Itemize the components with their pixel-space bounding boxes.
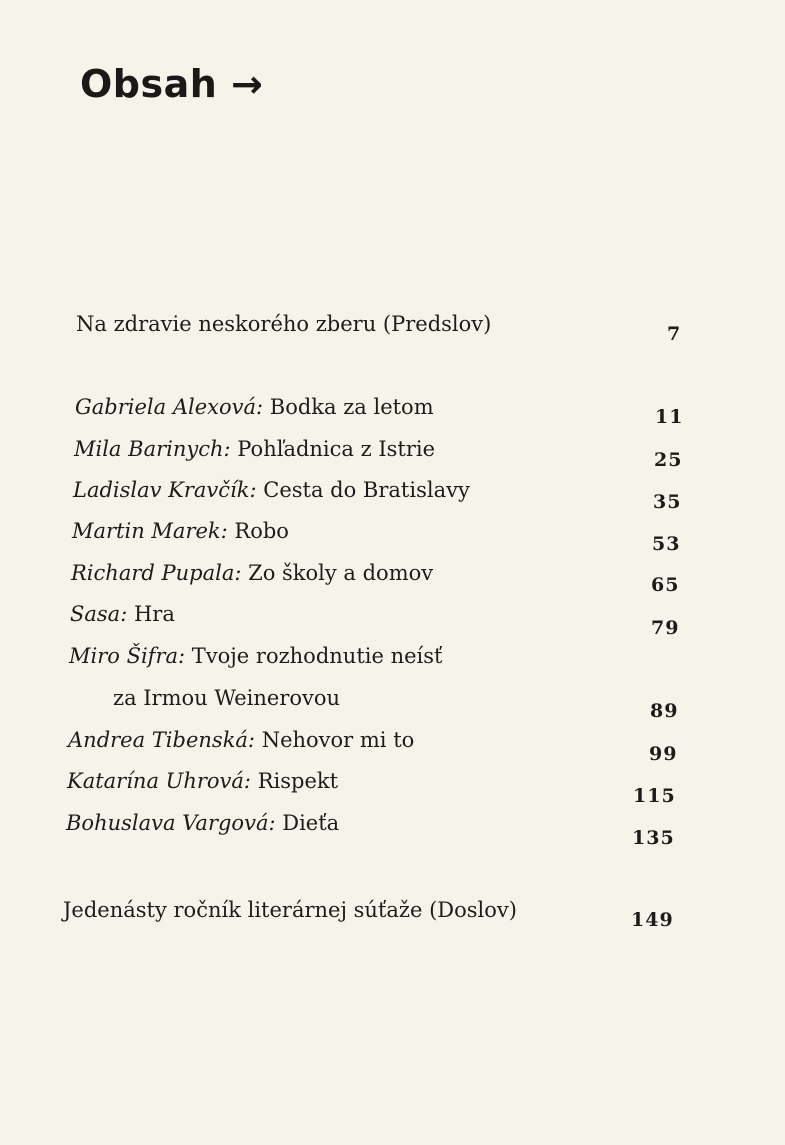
- entry-author: Mila Barinych:: [74, 437, 231, 461]
- entry-title-continuation: za Irmou Weinerovou: [113, 686, 341, 710]
- page-number: 149: [631, 909, 674, 931]
- page-number: 7: [667, 323, 682, 345]
- entry-author: Andrea Tibenská:: [68, 728, 256, 752]
- entry-title: Na zdravie neskorého zberu (Predslov): [76, 312, 492, 336]
- page-number: 99: [649, 743, 678, 765]
- page-number: 65: [651, 574, 680, 596]
- entry-author: Gabriela Alexová:: [75, 395, 264, 419]
- entry-author: Sasa:: [70, 602, 128, 626]
- entry-author: Ladislav Kravčík:: [73, 478, 257, 502]
- page-number: 135: [632, 827, 675, 849]
- entry-title: Hra: [133, 602, 175, 626]
- entry-title: Pohľadnica z Istrie: [237, 437, 436, 461]
- page-number: 89: [650, 700, 679, 722]
- page-title: Obsah →: [80, 62, 264, 106]
- page-number: 115: [633, 785, 676, 807]
- page-number: 11: [655, 406, 684, 428]
- entry-author: Katarína Uhrová:: [67, 769, 252, 793]
- entry-title: Nehovor mi to: [261, 728, 415, 752]
- entry-title: Zo školy a domov: [248, 561, 434, 585]
- entry-title: Cesta do Bratislavy: [263, 478, 470, 502]
- entry-author: Bohuslava Vargová:: [66, 811, 276, 835]
- entry-author: Richard Pupala:: [71, 561, 242, 585]
- entry-title: Tvoje rozhodnutie neísť: [191, 644, 443, 668]
- entry-author: Martin Marek:: [72, 519, 228, 543]
- page-number: 53: [652, 533, 681, 555]
- page-number: 35: [653, 491, 682, 513]
- entry-title: Robo: [234, 519, 289, 543]
- entry-title: Jedenásty ročník literárnej súťaže (Doslov): [63, 898, 517, 922]
- entry-title: Bodka za letom: [269, 395, 434, 419]
- page-number: 79: [651, 617, 680, 639]
- entry-author: Miro Šifra:: [69, 644, 186, 668]
- page-number: 25: [654, 449, 683, 471]
- entry-title: Dieťa: [282, 811, 340, 835]
- entry-title: Rispekt: [257, 769, 339, 793]
